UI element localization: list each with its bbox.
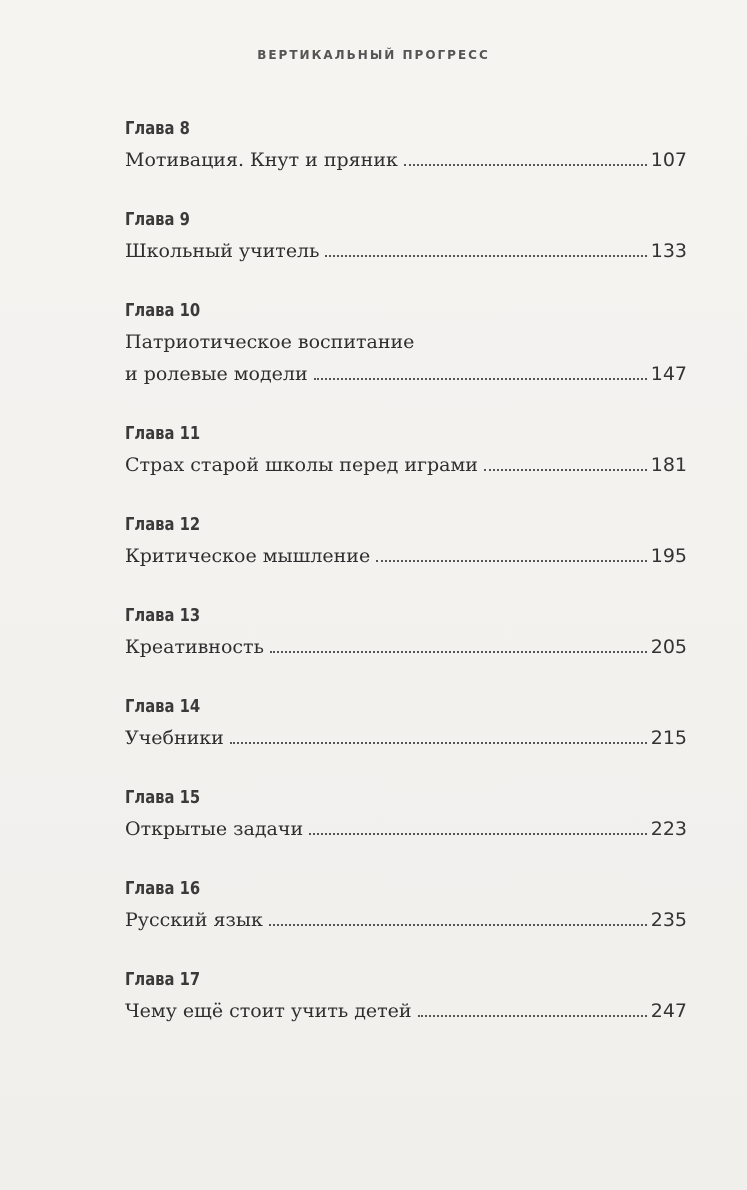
chapter-title: Чему ещё стоит учить детей [125, 1000, 412, 1022]
toc-row[interactable] [125, 235, 687, 267]
page-number: 133 [650, 240, 687, 262]
page-number: 147 [650, 363, 687, 385]
toc-row[interactable] [125, 722, 687, 754]
chapter-title: Мотивация. Кнут и пряник [125, 149, 398, 171]
dot-leader [418, 1015, 647, 1017]
chapter-label: Глава 17 [125, 969, 201, 990]
toc-entry [125, 965, 687, 1027]
dot-leader [270, 651, 647, 653]
page-number: 181 [650, 454, 687, 476]
chapter-title: Русский язык [125, 909, 263, 931]
dot-leader [325, 255, 646, 257]
toc-entry [125, 874, 687, 936]
page-number: 235 [650, 909, 687, 931]
toc-row[interactable] [125, 631, 687, 663]
toc-entry [125, 205, 687, 267]
chapter-label: Глава 13 [125, 605, 201, 626]
dot-leader [309, 833, 647, 835]
page-number: 195 [650, 545, 687, 567]
chapter-label: Глава 8 [125, 118, 190, 139]
chapter-title: и ролевые модели [125, 363, 308, 385]
toc-row[interactable] [125, 813, 687, 845]
dot-leader [269, 924, 647, 926]
toc-row[interactable] [125, 449, 687, 481]
chapter-label: Глава 14 [125, 696, 201, 717]
page-number: 247 [650, 1000, 687, 1022]
chapter-label: Глава 15 [125, 787, 201, 808]
chapter-title: Открытые задачи [125, 818, 304, 840]
page-number: 223 [650, 818, 687, 840]
toc-entry [125, 419, 687, 481]
chapter-title: Школьный учитель [125, 240, 320, 262]
toc-row[interactable] [125, 144, 687, 176]
toc-row[interactable] [125, 358, 687, 390]
dot-leader [230, 742, 647, 744]
chapter-label: Глава 9 [125, 209, 190, 230]
chapter-title: Критическое мышление [125, 545, 371, 567]
toc-entry [125, 692, 687, 754]
page-number: 205 [650, 636, 687, 658]
toc-entry [125, 783, 687, 845]
dot-leader [404, 164, 647, 166]
toc-row[interactable] [125, 904, 687, 936]
page-number: 107 [650, 149, 687, 171]
chapter-title: Креативность [125, 636, 264, 658]
chapter-title: Учебники [125, 727, 224, 749]
running-head: ВЕРТИКАЛЬНЫЙ ПРОГРЕСС [257, 48, 490, 62]
toc-entry [125, 510, 687, 572]
chapter-label: Глава 10 [125, 300, 201, 321]
chapter-label: Глава 11 [125, 423, 201, 444]
toc-entry [125, 601, 687, 663]
chapter-title: Страх старой школы перед играми [125, 454, 478, 476]
table-of-contents [125, 114, 687, 1056]
toc-row[interactable] [125, 995, 687, 1027]
toc-entry [125, 114, 687, 176]
chapter-title-line: Патриотическое воспитание [125, 331, 415, 353]
chapter-label: Глава 16 [125, 878, 201, 899]
chapter-label: Глава 12 [125, 514, 201, 535]
dot-leader [484, 469, 647, 471]
toc-row[interactable] [125, 540, 687, 572]
toc-entry [125, 296, 687, 390]
page-number: 215 [650, 727, 687, 749]
dot-leader [376, 560, 647, 562]
dot-leader [314, 378, 647, 380]
